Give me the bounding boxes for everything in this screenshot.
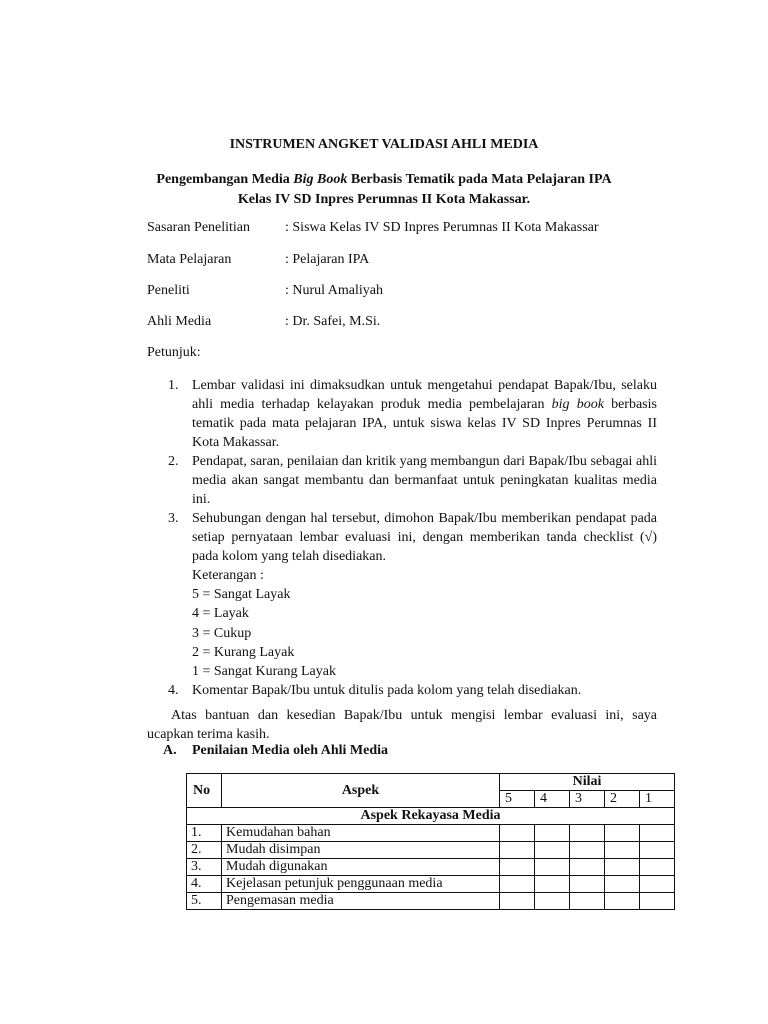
row-aspek: Mudah disimpan — [222, 842, 500, 859]
closing-paragraph: Atas bantuan dan kesedian Bapak/Ibu untuk mengisi lembar evaluasi ini, saya ucapkan terima kasih. — [147, 708, 657, 742]
keterangan-item: 2 = Kurang Layak — [192, 644, 295, 660]
rating-cell[interactable] — [535, 859, 570, 876]
meta-value-peneliti: : Nurul Amaliyah — [285, 283, 383, 298]
instruction-number: 2. — [168, 454, 179, 469]
rating-cell[interactable] — [640, 842, 675, 859]
rating-cell[interactable] — [570, 842, 605, 859]
keterangan-item: 4 = Layak — [192, 606, 249, 622]
instruction-item-4 — [147, 681, 657, 700]
subtitle-line-2: Kelas IV SD Inpres Perumnas II Kota Makassar. — [237, 192, 531, 207]
instruction-text-b: berbasis tematik pada mata pelajaran IPA, untuk siswa kelas IV SD Inpres Perumnas II Kota Makassar. — [192, 397, 657, 450]
rating-cell[interactable] — [500, 859, 535, 876]
row-aspek: Kemudahan bahan — [222, 825, 500, 842]
petunjuk-label: Petunjuk: — [147, 345, 201, 360]
rating-cell[interactable] — [605, 825, 640, 842]
meta-label-sasaran: Sasaran Penelitian — [147, 220, 251, 235]
rating-cell[interactable] — [500, 825, 535, 842]
section-letter: A. — [163, 743, 177, 758]
rating-cell[interactable] — [605, 876, 640, 893]
table-row — [187, 876, 675, 893]
table-row — [187, 825, 675, 842]
rating-cell[interactable] — [500, 893, 535, 910]
meta-label-mapel: Mata Pelajaran — [147, 252, 232, 267]
instruction-number: 1. — [168, 378, 179, 393]
meta-label-ahli: Ahli Media — [147, 314, 212, 329]
instruction-list — [147, 376, 657, 700]
keterangan-item: 5 = Sangat Layak — [192, 587, 291, 603]
subtitle-italic: Big Book — [293, 172, 348, 187]
instruction-item-2 — [147, 452, 657, 509]
rating-cell[interactable] — [640, 893, 675, 910]
row-no: 4. — [187, 876, 222, 893]
keterangan-item: 3 = Cukup — [192, 625, 252, 641]
rating-cell[interactable] — [570, 825, 605, 842]
instruction-number: 3. — [168, 511, 179, 526]
section-title: Penilaian Media oleh Ahli Media — [192, 743, 389, 758]
instruction-text: Pendapat, saran, penilaian dan kritik yang membangun dari Bapak/Ibu sebagai ahli media akan sangat membantu dan bermanfaat untuk peningkatan kualitas media ini. — [192, 454, 657, 507]
instruction-text: Sehubungan dengan hal tersebut, dimohon Bapak/Ibu memberikan pendapat pada setiap pernyataan lembar evaluasi ini, dengan memberikan tanda checklist (√) pada kolom yang telah disediakan. — [192, 511, 657, 564]
scale-2: 2 — [605, 791, 640, 808]
header-aspek: Aspek — [222, 774, 500, 808]
rating-cell[interactable] — [500, 876, 535, 893]
meta-value-mapel: : Pelajaran IPA — [285, 252, 370, 267]
rating-cell[interactable] — [570, 893, 605, 910]
subtitle-line-1 — [0, 170, 768, 190]
subtitle-part1: Pengembangan Media — [156, 172, 294, 187]
scale-3: 3 — [570, 791, 605, 808]
section-a-heading — [163, 743, 388, 759]
meta-value-ahli: : Dr. Safei, M.Si. — [285, 314, 381, 329]
rating-cell[interactable] — [605, 859, 640, 876]
row-aspek: Kejelasan petunjuk penggunaan media — [222, 876, 500, 893]
subtitle-part2: Berbasis Tematik pada Mata Pelajaran IPA — [347, 172, 612, 187]
table-row — [187, 893, 675, 910]
instruction-text-a: Lembar validasi ini dimaksudkan untuk mengetahui pendapat Bapak/Ibu, selaku ahli media terhadap kelayakan produk media pembelajaran — [192, 378, 657, 412]
header-nilai: Nilai — [500, 774, 675, 791]
rating-cell[interactable] — [535, 876, 570, 893]
row-no: 2. — [187, 842, 222, 859]
instruction-number: 4. — [168, 683, 179, 699]
instruction-item-1 — [147, 376, 657, 452]
meta-value-sasaran: : Siswa Kelas IV SD Inpres Perumnas II Kota Makassar — [285, 220, 599, 235]
row-aspek: Pengemasan media — [222, 893, 500, 910]
rating-cell[interactable] — [605, 842, 640, 859]
instruction-text — [192, 376, 657, 452]
scale-4: 4 — [535, 791, 570, 808]
rating-cell[interactable] — [640, 876, 675, 893]
document-subtitle — [0, 170, 768, 210]
table-row — [187, 842, 675, 859]
table-header-row — [187, 774, 675, 791]
row-no: 3. — [187, 859, 222, 876]
table-group-row — [187, 808, 675, 825]
row-aspek: Mudah digunakan — [222, 859, 500, 876]
rating-cell[interactable] — [535, 825, 570, 842]
instruction-italic: big book — [551, 397, 604, 412]
row-no: 1. — [187, 825, 222, 842]
rating-cell[interactable] — [570, 859, 605, 876]
row-no: 5. — [187, 893, 222, 910]
rating-cell[interactable] — [640, 825, 675, 842]
header-no: No — [187, 774, 222, 808]
table-row — [187, 859, 675, 876]
document-title: INSTRUMEN ANGKET VALIDASI AHLI MEDIA — [229, 137, 539, 152]
rating-cell[interactable] — [535, 842, 570, 859]
assessment-table — [186, 773, 675, 910]
rating-cell[interactable] — [570, 876, 605, 893]
rating-cell[interactable] — [535, 893, 570, 910]
scale-5: 5 — [500, 791, 535, 808]
instruction-text: Komentar Bapak/Ibu untuk ditulis pada kolom yang telah disediakan. — [192, 683, 582, 699]
rating-cell[interactable] — [500, 842, 535, 859]
group-title: Aspek Rekayasa Media — [187, 808, 675, 825]
rating-cell[interactable] — [640, 859, 675, 876]
instruction-item-3 — [147, 509, 657, 681]
scale-1: 1 — [640, 791, 675, 808]
rating-cell[interactable] — [605, 893, 640, 910]
meta-label-peneliti: Peneliti — [147, 283, 190, 298]
keterangan-label: Keterangan : — [192, 568, 264, 583]
keterangan-item: 1 = Sangat Kurang Layak — [192, 664, 336, 680]
